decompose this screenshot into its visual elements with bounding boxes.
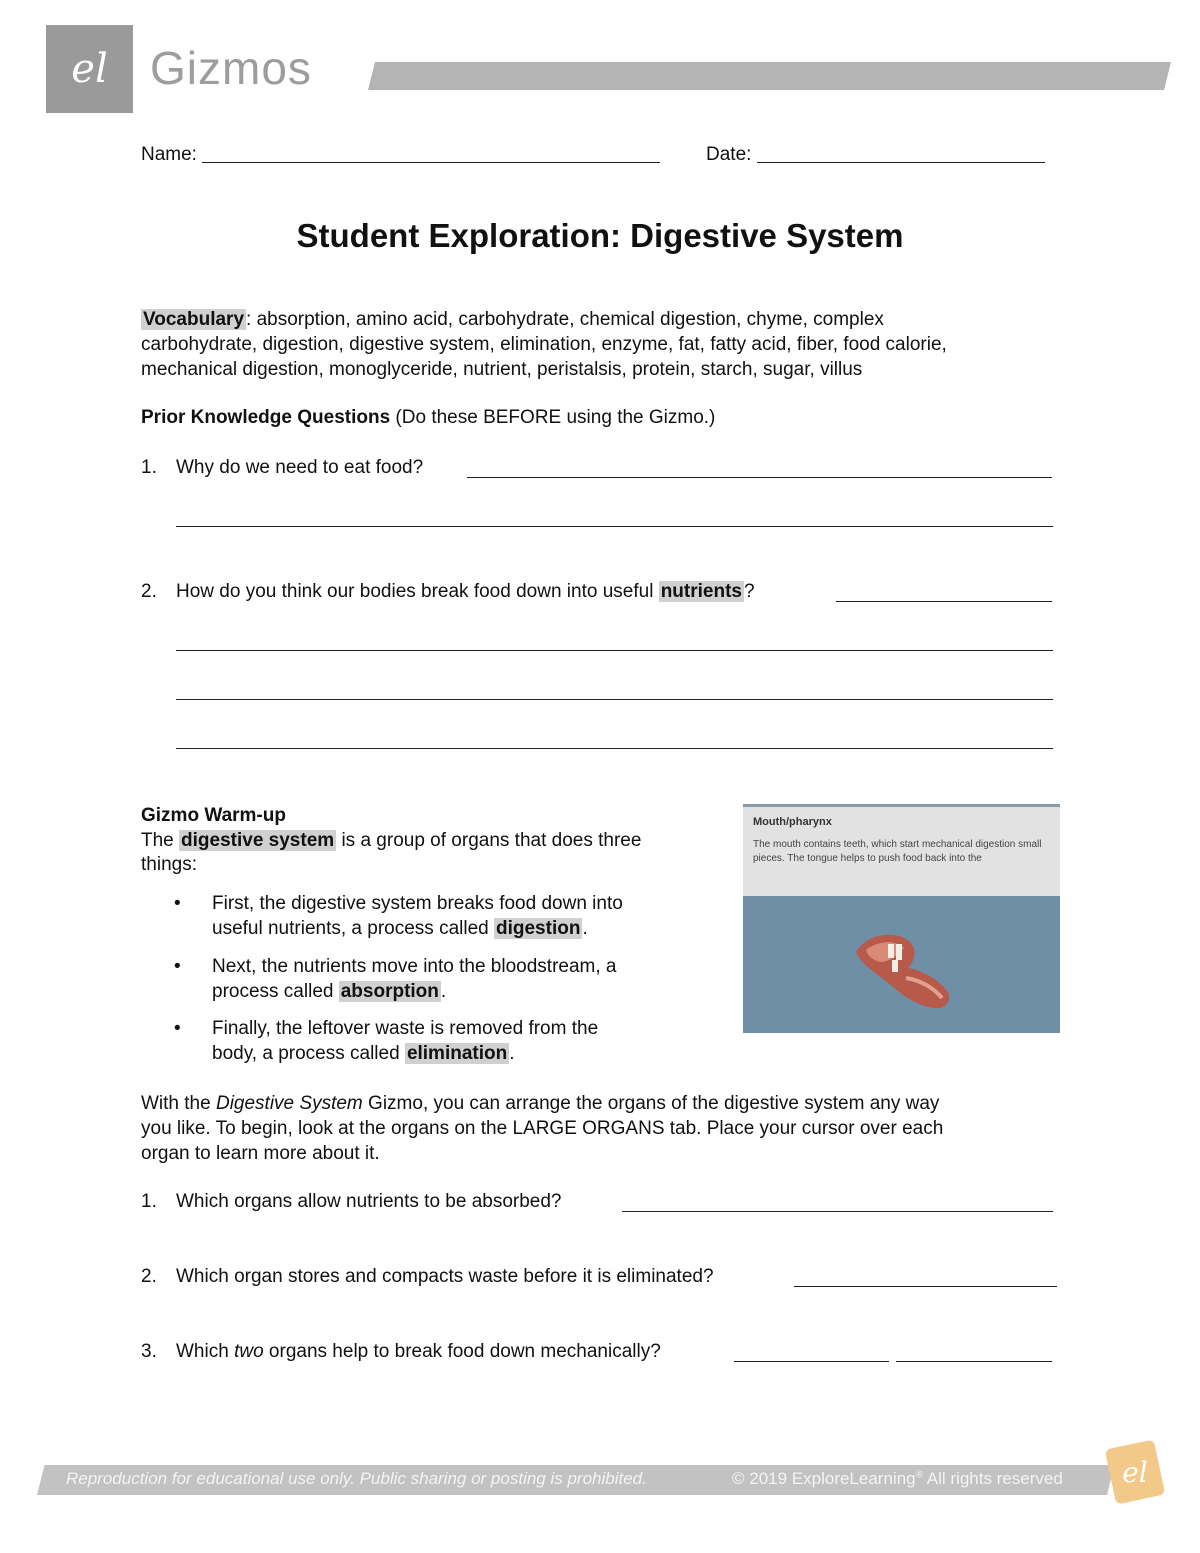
warmup-q3-after: organs help to break food down mechanically? — [263, 1341, 661, 1362]
gizmo-screenshot — [743, 804, 1060, 1033]
warmup-q3-row — [141, 1340, 661, 1365]
vocabulary-line2: carbohydrate, digestion, digestive system, elimination, enzyme, fat, fatty acid, fiber, food calorie, — [141, 334, 947, 355]
warmup-q1-answer-line[interactable] — [622, 1211, 1053, 1212]
bullet-dot: • — [174, 1018, 181, 1039]
gizmo-caption-text: The mouth contains teeth, which start mechanical digestion small pieces. The tongue helps to push food back into the — [753, 839, 1042, 864]
warmup-q3-answer-line-1[interactable] — [734, 1361, 889, 1362]
warmup-intro-after: is a group of organs that does three — [336, 830, 642, 851]
prior-q2-answer-line-3[interactable] — [176, 699, 1053, 700]
prior-q2-row — [141, 580, 755, 605]
brand-name: Gizmos — [150, 42, 312, 94]
footer-registered-mark: ® — [915, 1469, 923, 1481]
bullet-1-period: . — [582, 918, 588, 939]
footer-copyright — [732, 1469, 1063, 1489]
warmup-para-before: With the — [141, 1093, 216, 1114]
bullet-3-term: elimination — [406, 1043, 508, 1064]
prior-knowledge-heading: Prior Knowledge Questions — [141, 407, 391, 428]
mouth-organ-icon — [848, 922, 958, 1017]
warmup-q1-row — [141, 1190, 562, 1215]
warmup-q1-number: 1. — [141, 1191, 157, 1212]
bullet-2-term: absorption — [340, 981, 439, 1002]
explorelearning-logo-icon — [1104, 1438, 1166, 1506]
bullet-dot: • — [174, 956, 181, 977]
warmup-q2-text: Which organ stores and compacts waste before it is eliminated? — [176, 1266, 714, 1287]
warmup-para-line3: organ to learn more about it. — [141, 1143, 380, 1164]
prior-q2-text: How do you think our bodies break food down into useful — [176, 581, 659, 602]
prior-q1-text: Why do we need to eat food? — [176, 457, 424, 478]
bullet-2-line2-text: process called — [212, 981, 339, 1002]
warmup-q2-number: 2. — [141, 1266, 157, 1287]
gizmo-caption-panel — [743, 804, 1060, 896]
bullet-3-line1: Finally, the leftover waste is removed from the — [212, 1018, 599, 1039]
warmup-q3-before: Which — [176, 1341, 235, 1362]
vocabulary-line3: mechanical digestion, monoglyceride, nutrient, peristalsis, protein, starch, sugar, villus — [141, 359, 863, 380]
warmup-para-italic: Digestive System — [215, 1093, 363, 1114]
bullet-2-period: . — [440, 981, 447, 1002]
vocabulary-label: Vocabulary — [143, 309, 245, 330]
date-field-row — [706, 143, 1045, 168]
warmup-para-line2: you like. To begin, look at the organs on the LARGE ORGANS tab. Place your cursor over each — [141, 1118, 944, 1139]
date-input[interactable] — [757, 143, 1045, 163]
warmup-intro-line2: things: — [141, 854, 197, 875]
prior-q2-term: nutrients — [660, 581, 742, 602]
warmup-q1-text: Which organs allow nutrients to be absorbed? — [176, 1191, 562, 1212]
warmup-q2-answer-line[interactable] — [794, 1286, 1057, 1287]
gizmo-caption-title: Mouth/pharynx — [753, 816, 832, 828]
bullet-1-line2-text: useful nutrients, a process called — [212, 918, 494, 939]
logo-glyph: el — [71, 46, 108, 92]
bullet-1-line1: First, the digestive system breaks food down into — [212, 893, 623, 914]
warmup-q3-number: 3. — [141, 1341, 157, 1362]
footer-rights-text: All rights reserved — [922, 1469, 1063, 1488]
warmup-para-after: Gizmo, you can arrange the organs of the digestive system any way — [362, 1093, 940, 1114]
prior-q1-answer-line-1[interactable] — [467, 477, 1052, 478]
header-bar — [368, 62, 1171, 90]
bullet-dot: • — [174, 893, 181, 914]
prior-q1-row — [141, 456, 423, 481]
name-field-row — [141, 143, 660, 168]
prior-q2-number: 2. — [141, 581, 157, 602]
warmup-intro-term: digestive system — [181, 830, 335, 851]
prior-q2-answer-line-1[interactable] — [836, 601, 1052, 602]
warmup-q2-row — [141, 1265, 714, 1290]
bullet-2-line1: Next, the nutrients move into the bloodstream, a — [212, 956, 617, 977]
gizmos-logo — [46, 25, 133, 113]
prior-q2-after: ? — [743, 581, 755, 602]
bullet-3-period: . — [509, 1043, 515, 1064]
warmup-paragraph — [141, 1091, 1061, 1166]
bullet-3-line2 — [212, 1041, 515, 1066]
prior-q1-number: 1. — [141, 457, 157, 478]
warmup-intro-line1 — [141, 829, 641, 854]
warmup-q3-italic: two — [234, 1341, 264, 1362]
vocabulary-block — [141, 307, 1061, 382]
footer-disclaimer: Reproduction for educational use only. Public sharing or posting is prohibited. — [66, 1469, 647, 1488]
bullet-2-line2 — [212, 979, 446, 1004]
warmup-q3-answer-line-2[interactable] — [896, 1361, 1052, 1362]
prior-q2-answer-line-2[interactable] — [176, 650, 1053, 651]
warmup-intro-before: The — [141, 830, 180, 851]
name-label: Name: — [141, 144, 197, 165]
bullet-1-line2 — [212, 916, 588, 941]
bullet-3-line2-text: body, a process called — [212, 1043, 405, 1064]
name-input[interactable] — [202, 143, 660, 163]
footer-logo-glyph: el — [1122, 1456, 1148, 1489]
warmup-heading: Gizmo Warm-up — [141, 805, 286, 826]
prior-q1-answer-line-2[interactable] — [176, 526, 1053, 527]
footer-copyright-text: © 2019 ExploreLearning — [732, 1469, 916, 1488]
page-title: Student Exploration: Digestive System — [296, 217, 904, 254]
prior-q2-answer-line-4[interactable] — [176, 748, 1053, 749]
bullet-1-term: digestion — [496, 918, 581, 939]
vocabulary-line1: : absorption, amino acid, carbohydrate, chemical digestion, chyme, complex — [246, 309, 884, 330]
prior-knowledge-heading-row — [141, 406, 715, 431]
prior-knowledge-note: (Do these BEFORE using the Gizmo.) — [390, 407, 716, 428]
date-label: Date: — [706, 144, 752, 165]
